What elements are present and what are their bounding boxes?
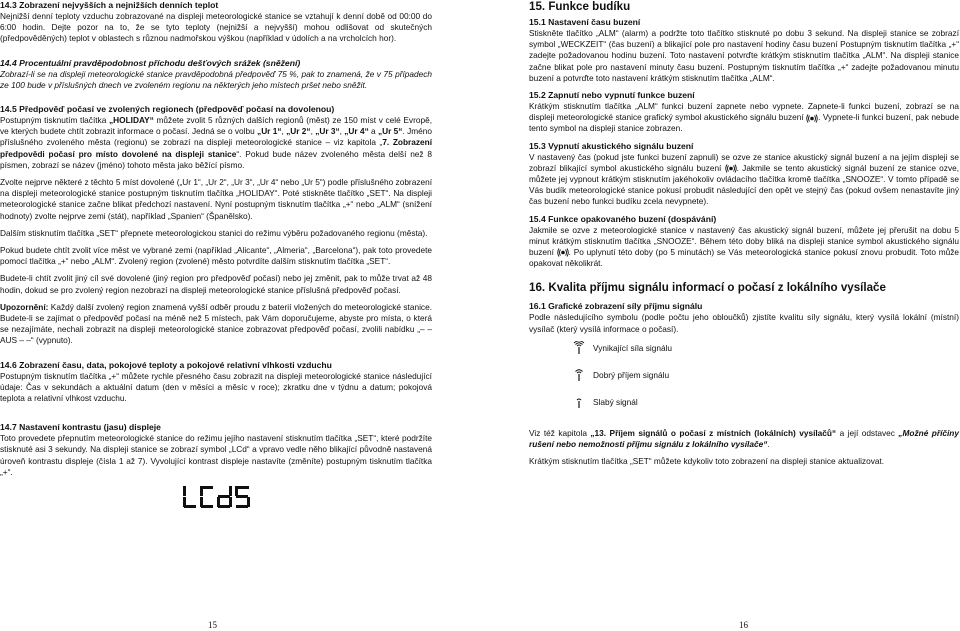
alarm-signal-icon [806,114,818,123]
section-14-5-paragraph-2: Zvolte nejprve některé z těchto 5 míst dovolené („Ur 1“, „Ur 2“, „Ur 3“, „Ur 4“ nebo „Ur 5“) podle příslušného zobrazení na displeji meteorologické stanice postupným tisknutím tlačítka „HOLIDAY“. Poté stiskněte tlačítko „SET“. Na displeji meteorologické stanice začne blikat předchozí nastavení. Nyní postupným tisknutím tlačítka „+“ nebo „ALM“ (snížení hodnoty) zvolte nejprve zemi (stát), například „Spanien“ (Španělsko). [0,177,432,221]
section-16-1-update-note: Krátkým stisknutím tlačítka „SET“ můžete kdykoliv toto zobrazení na displeji stanice aktualizovat. [529,456,885,467]
section-15-1-body: Stiskněte tlačítko „ALM“ (alarm) a podržte toto tlačítko stisknuté po dobu 3 sekund. Na displeji stanice se zobrazí symbol „WECKZEIT“ (čas buzení) a blikající pole pro nastavení hodiny času buzení Postupným tisknutím tlačítka „+“ zadejte požadovanou hodinu buzení. Toto nastavení potvrďte krátkým stisknutím tlačítka „ALM“. Na displeji stanice začne blikat pole pro nastavení minuty času buzení. Postupným tisknutím tlačítka „+“ zadejte požadovanou minutu buzení a potvrďte toto nastavení krátkým stisknutím tlačítka „ALM“. [529,28,959,83]
signal-strong-label: Vynikající síla signálu [593,342,673,353]
section-16-1-reference: Viz též kapitola „13. Příjem signálů o počasí z místních (lokálních) vysílačů“ a její odstavec „Možné příčiny rušení nebo nemožnosti příjmu signálu z lokálního vysílače“. [529,427,959,450]
section-15-3-heading: 15.3 Vypnutí akustického signálu buzení [529,140,694,151]
section-15-4-body: Jakmile se ozve z meteorologické stanice v nastavený čas akustický signál buzení, můžete jej přerušit na dobu 5 minut krátkým stisknutím tlačítka „SNOOZE“. Během této doby bliká na displeji stanice symbol akustického signálu buzení . Po uplynutí této doby (po 5 minutách) se Vás meteorologická stanice pokusí znovu probudit. Toto může opakovat několikrát. [529,224,959,269]
section-14-5-paragraph-5: Budete-li chtít zvolit jiný cíl své dovolené (jiný region pro předpověď počasí) nebo jej změnit, pak to může trvat až 48 hodin, dokud se pro zvolený region nezobrazí na displeji meteorologické stanice příslušná předpověď počasí. [0,273,432,295]
note-label: Upozornění: [0,301,49,312]
section-14-5-paragraph-3: Dalším stisknutím tlačítka „SET“ přepnete meteorologickou stanici do režimu výběru požadovaného regionu (města). [0,227,428,238]
page-number-right: 16 [739,620,748,630]
section-15-2-body: Krátkým stisknutím tlačítka „ALM“ funkci buzení zapnete nebo vypnete. Zapnete-li funkci buzení, zobrazí se na displeji meteorologické stanice grafický symbol akustického signálu buzení . Vypnete-li funkci buzení, pak nebude tento symbol na displeji stanice zobrazen. [529,101,960,134]
section-14-4-heading: 14.4 Procentuální pravděpodobnost příchodu dešťových srážek (sněžení) [0,57,301,68]
left-page [0,0,432,514]
signal-medium-label: Dobrý příjem signálu [593,369,670,380]
section-14-3-heading: 14.3 Zobrazení nejvyšších a nejnižších denních teplot [0,0,219,10]
right-page [529,0,959,467]
section-15-3-body: V nastavený čas (pokud jste funkci buzení zapnuli) se ozve ze stanice akustický signál buzení a na jejím displeji se zobrazí blikající symbol akustického signálu buzení . Jakmile se tento akustický signál buzení ze stanice ozve, můžete jej vypnout krátkým stisknutím jakéhokoliv ovládacího tlačítka kromě tlačítka „SNOOZE“. V tomto případě se Vás budík meteorologické stanice pokusí probudit následující den opět ve stejný čas (pokud ovšem nenastavíte jiný čas buzení nebo funkci budíku zcela nevypnete). [529,151,960,207]
signal-row-medium [529,362,959,389]
page-number-left: 15 [208,620,217,630]
section-15-heading: 15. Funkce budíku [529,0,631,13]
section-14-6-heading: 14.6 Zobrazení času, data, pokojové teploty a pokojové relativní vlhkosti vzduchu [0,359,332,370]
section-14-5-note: Upozornění: Každý další zvolený region znamená vyšší odběr proudu z baterií vložených do meteorologické stanice. Budete-li se zajímat o předpověď počasí na méně než 5 místech, pak Vám doporučujeme, abyste pro místa, o která se nezajímáte, nechali zobrazit na displeji meteorologické stanice zobrazovat předpověď počasí, zvolili nabídku „– – AUS – –“ (vypnuto). [0,301,432,346]
section-14-4-body: Zobrazí-li se na displeji meteorologické stanice pravděpodobná předpověď 75 %, pak to znamená, že v 75 případech ze 100 bude v příslušných dnech ve zvoleném regionu na některých jeho místech pršet nebo sněžit. [0,68,432,90]
signal-strong-icon [573,341,585,355]
signal-weak-label: Slabý signál [593,396,638,407]
section-14-3-body: Nejnižší denní teploty vzduchu zobrazované na displeji meteorologické stanice se vztahují k denní době od 00:00 do 6:00 hodin. Dejte pozor na to, že se tyto teploty (nejnižší a nejvyšší) mohou odlišovat od skutečných (předpověděných) teplot v oblastech s různou nadmořskou výškou (například v údolích a na vrcholcích hor). [0,11,432,44]
signal-row-weak [529,389,959,416]
section-15-2-heading: 15.2 Zapnutí nebo vypnutí funkce buzení [529,90,695,101]
section-15-4-heading: 15.4 Funkce opakovaného buzení (dospávání) [529,213,717,224]
section-14-6-body: Postupným tisknutím tlačítka „+“ můžete rychle přesného času zobrazit na displeji meteorologické stanice následující údaje: Čas v sekundách a aktuální datum (den v měsíci a měsíc v roce); zkratku dne v týdnu a datum; pokojová teplota a relativní vlhkost vzduchu. [0,370,432,404]
section-14-7-body: Toto provedete přepnutím meteorologické stanice do režimu jejího nastavení stisknutím tlačítka „SET“, které podržíte stisknuté asi 3 sekundy. Na displeji stanice se zobrazí symbol „LCd“ a vpravo vedle něho blikající původně nastavená úroveň kontrastu displeje (čísla 1 až 7). Vyvolující kontrast displeje nastavíte (změníte) postupným tisknutím tlačítka „+“. [0,433,432,477]
lcd-digits-image [182,485,252,509]
section-16-heading: 16. Kvalita příjmu signálu informací o počasí z lokálního vysílače [529,281,886,295]
lcd-contrast-display [182,485,432,514]
alarm-signal-icon [557,248,569,257]
section-14-5-paragraph-1: Postupným tisknutím tlačítka „HOLIDAY“ můžete zvolit 5 různých dalších regionů (měst) ze 150 míst v celé Evropě, ve kterých budete chtít zobrazit informace o počasí. Jedná se o volbu „Ur 1“, „Ur 2“, „Ur 3“, „Ur 4“ a „Ur 5“. Jméno příslušného zvoleného města (regionu) se zobrazí na displeji meteorologické stanice – viz kapitola „7. Zobrazení předpovědi počasí pro místo dovolené na displeji stanice“. Pokud bude název zvoleného města delší než 8 písmen, zobrazí se název (jméno) tohoto města jako běžící písmo. [0,115,432,170]
section-14-5-heading: 14.5 Předpověď počasí ve zvolených regionech (předpověď počasí na dovolenou) [0,104,335,115]
signal-weak-icon [573,395,585,409]
signal-row-strong [529,335,959,362]
section-16-1-body: Podle následujícího symbolu (podle počtu jeho obloučků) zjistíte kvalitu síly signálu, který vysílá lokální (místní) vysílač (který vysílá informace o počasí). [529,312,959,334]
section-14-5-paragraph-4: Pokud budete chtít zvolit více měst ve vybrané zemi (například „Alicante“, „Almeria“, „Barcelona“), pak toto provedete pomocí tlačítka „+“ nebo „ALM“. Zvolený region (zvolené) město potvrdíte dalším stisknutím tlačítka „SET“. [0,245,432,267]
signal-medium-icon [573,368,585,382]
section-15-1-heading: 15.1 Nastavení času buzení [529,17,641,27]
section-14-7-heading: 14.7 Nastavení kontrastu (jasu) displeje [0,422,161,433]
alarm-signal-icon [725,164,737,173]
section-16-1-heading: 16.1 Grafické zobrazení síly příjmu signálu [529,301,703,312]
